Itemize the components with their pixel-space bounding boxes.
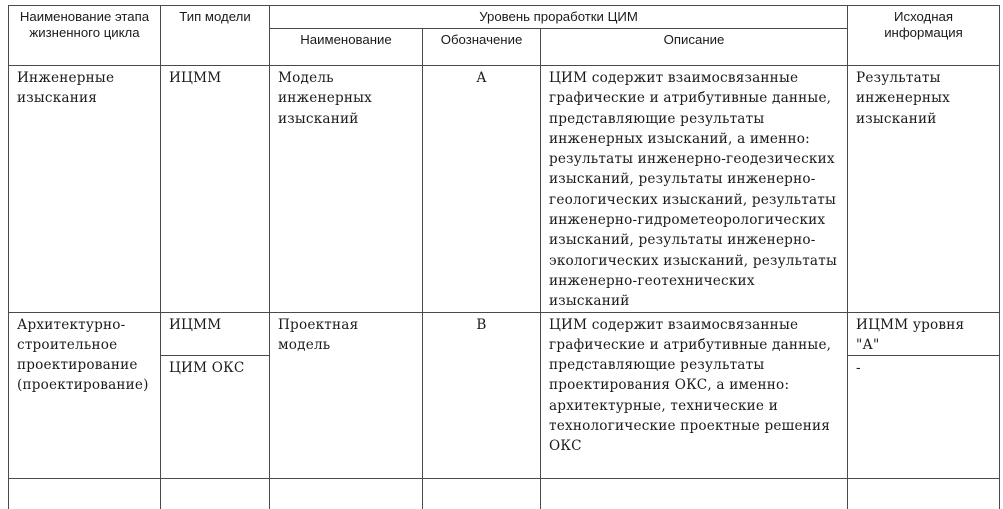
table-row [9,66,1000,313]
header-row [9,6,1000,29]
header-level-code: Обозначение [423,29,541,66]
cell-model-type-2: ЦИМ ОКС [161,356,270,479]
cell-level-name: Проектная модель [270,312,423,479]
header-level-desc: Описание [541,29,848,66]
bim-level-table [8,5,1000,509]
header-model-type: Тип модели [161,6,270,66]
continuation-cell [9,479,161,509]
continuation-cell [161,479,270,509]
cell-level-code: А [423,66,541,313]
continuation-cell [423,479,541,509]
cell-level-desc: ЦИМ содержит взаимосвязанные графические и атрибутивные данные, представляющие результаты проектирования ОКС, а именно: архитектурные, технические и технологические проектные решения ОКС [541,312,848,479]
continuation-cell [270,479,423,509]
header-level-name: Наименование [270,29,423,66]
cell-source: Результаты инженерных изысканий [848,66,1000,313]
cell-model-type: ИЦММ [161,66,270,313]
cell-level-desc: ЦИМ содержит взаимосвязанные графические и атрибутивные данные, представляющие результаты инженерных изысканий, а именно: результаты инженерно-геодезических изысканий, результаты инженерно-геологических изысканий, результаты инженерно-гидрометеорологических изысканий, результаты инженерно-экологических изысканий, результаты инженерно-геотехнических изысканий [541,66,848,313]
cell-level-name: Модель инженерных изысканий [270,66,423,313]
header-source: Исходная информация [848,6,1000,66]
cell-stage: Инженерные изыскания [9,66,161,313]
header-stage: Наименование этапа жизненного цикла [9,6,161,66]
continuation-cell [848,479,1000,509]
cell-source-2: - [848,356,1000,479]
cell-level-code: В [423,312,541,479]
cell-model-type: ИЦММ [161,312,270,356]
cell-stage: Архитектурно-строительное проектирование (проектирование) [9,312,161,479]
continuation-cell [541,479,848,509]
header-level-group: Уровень проработки ЦИМ [270,6,848,29]
table-row [9,312,1000,356]
table-row-continuation [9,479,1000,509]
cell-source: ИЦММ уровня "А" [848,312,1000,356]
